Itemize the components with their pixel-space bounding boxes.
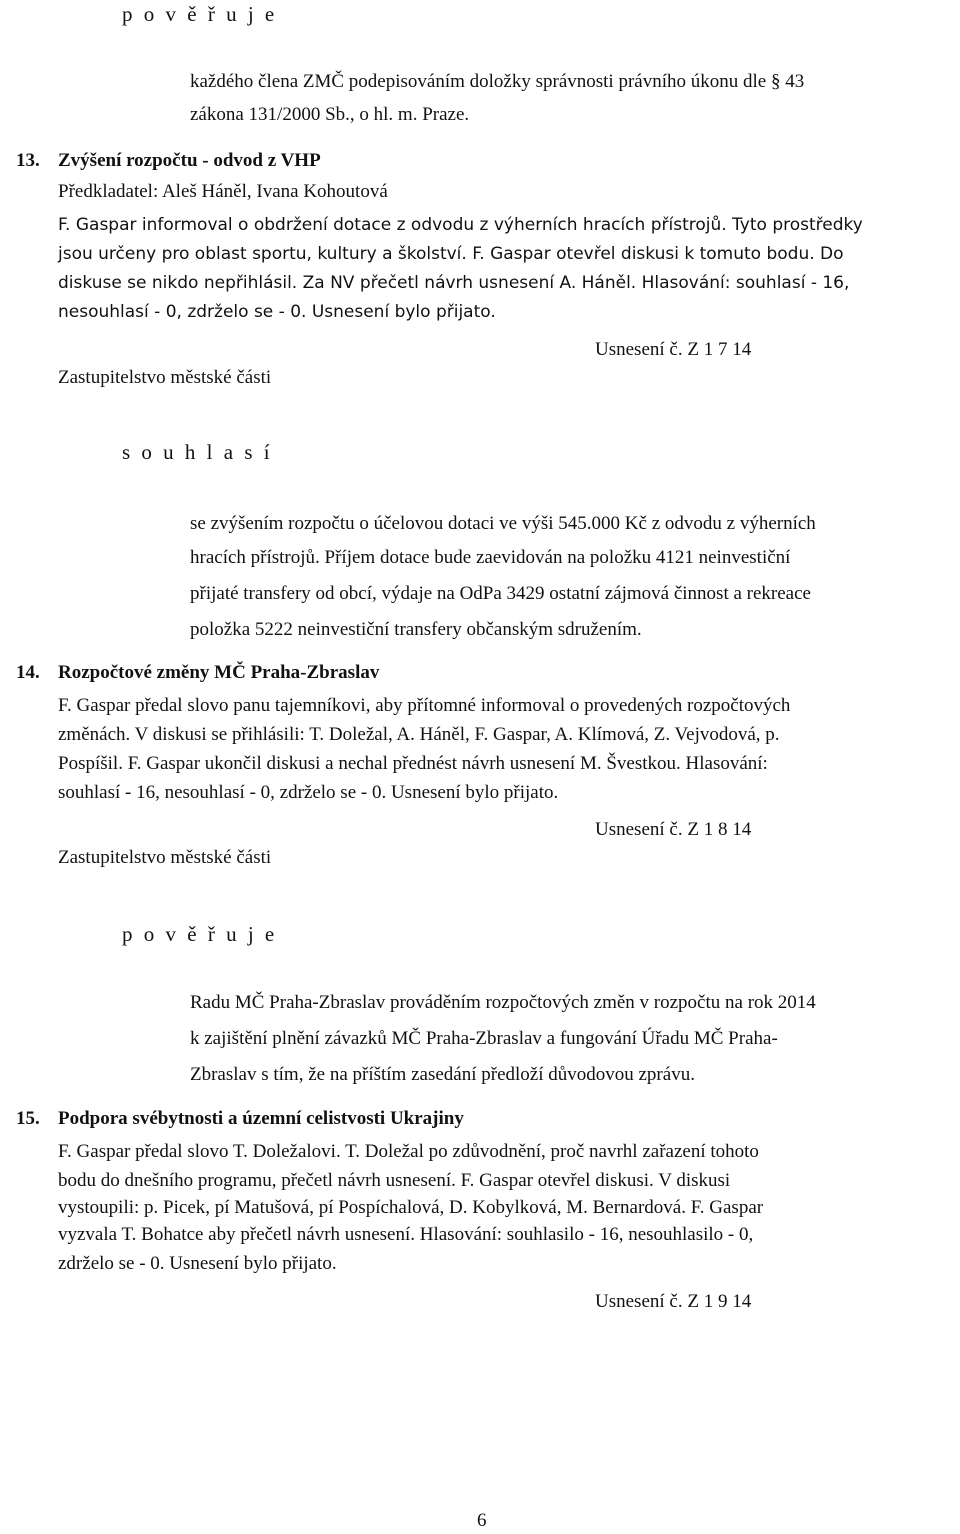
resolution-number: Usnesení č. Z 1 9 14	[595, 1291, 752, 1312]
resolution-verb-poveruje: p o v ě ř u j e	[122, 922, 278, 946]
resolution-number: Usnesení č. Z 1 8 14	[595, 819, 752, 840]
resolution-verb-souhlasi: s o u h l a s í	[122, 440, 273, 464]
paragraph-line: F. Gaspar předal slovo T. Doležalovi. T. Doležal po zdůvodnění, proč navrhl zařazení tohoto	[58, 1141, 759, 1162]
paragraph-line: Radu MČ Praha-Zbraslav prováděním rozpočtových změn v rozpočtu na rok 2014	[190, 992, 816, 1013]
paragraph-line: Pospíšil. F. Gaspar ukončil diskusi a nechal přednést návrh usnesení M. Švestkou. Hlasování:	[58, 753, 768, 774]
section-number-15: 15.	[16, 1108, 40, 1129]
section-heading-14: Rozpočtové změny MČ Praha-Zbraslav	[58, 662, 380, 683]
paragraph-line: Předkladatel: Aleš Háněl, Ivana Kohoutová	[58, 181, 388, 202]
paragraph-line: vystoupili: p. Picek, pí Matušová, pí Pospíchalová, D. Kobylková, M. Bernardová. F. Gaspar	[58, 1197, 764, 1218]
paragraph-line: zákona 131/2000 Sb., o hl. m. Praze.	[190, 104, 470, 125]
paragraph-line: souhlasí - 16, nesouhlasí - 0, zdrželo se - 0. Usnesení bylo přijato.	[58, 782, 559, 803]
paragraph-line: k zajištění plnění závazků MČ Praha-Zbraslav a fungování Úřadu MČ Praha-	[190, 1028, 778, 1049]
paragraph-line: se zvýšením rozpočtu o účelovou dotaci ve výši 545.000 Kč z odvodu z výherních	[190, 513, 816, 534]
council-label: Zastupitelstvo městské části	[58, 367, 272, 388]
paragraph-line: jsou určeny pro oblast sportu, kultury a školství. F. Gaspar otevřel diskusi k tomuto bodu. Do	[58, 244, 844, 264]
paragraph-line: zdrželo se - 0. Usnesení bylo přijato.	[58, 1253, 337, 1274]
section-number-13: 13.	[16, 150, 40, 171]
resolution-verb-poveruje: p o v ě ř u j e	[122, 2, 278, 26]
paragraph-line: F. Gaspar informoval o obdržení dotace z odvodu z výherních hracích přístrojů. Tyto prostředky	[58, 215, 863, 235]
section-heading-13: Zvýšení rozpočtu - odvod z VHP	[58, 150, 321, 171]
council-label: Zastupitelstvo městské části	[58, 847, 272, 868]
paragraph-line: nesouhlasí - 0, zdrželo se - 0. Usnesení bylo přijato.	[58, 302, 496, 322]
paragraph-line: přijaté transfery od obcí, výdaje na OdPa 3429 ostatní zájmová činnost a rekreace	[190, 583, 811, 604]
page-number: 6	[477, 1510, 487, 1531]
paragraph-line: každého člena ZMČ podepisováním doložky správnosti právního úkonu dle § 43	[190, 71, 805, 92]
paragraph-line: Zbraslav s tím, že na příštím zasedání předloží důvodovou zprávu.	[190, 1064, 695, 1085]
resolution-number: Usnesení č. Z 1 7 14	[595, 339, 752, 360]
paragraph-line: vyzvala T. Bohatce aby přečetl návrh usnesení. Hlasování: souhlasilo - 16, nesouhlasilo - 0,	[58, 1224, 754, 1245]
section-number-14: 14.	[16, 662, 40, 683]
paragraph-line: bodu do dnešního programu, přečetl návrh usnesení. F. Gaspar otevřel diskusi. V diskusi	[58, 1170, 731, 1191]
paragraph-line: změnách. V diskusi se přihlásili: T. Doležal, A. Háněl, F. Gaspar, A. Klímová, Z. Vejvodová, p.	[58, 724, 780, 745]
paragraph-line: F. Gaspar předal slovo panu tajemníkovi, aby přítomné informoval o provedených rozpočtových	[58, 695, 791, 716]
paragraph-line: hracích přístrojů. Příjem dotace bude zaevidován na položku 4121 neinvestiční	[190, 547, 791, 568]
paragraph-line: položka 5222 neinvestiční transfery občanským sdružením.	[190, 619, 642, 640]
paragraph-line: diskuse se nikdo nepřihlásil. Za NV přečetl návrh usnesení A. Háněl. Hlasování: souhlasí - 16,	[58, 273, 850, 293]
section-heading-15: Podpora svébytnosti a územní celistvosti Ukrajiny	[58, 1108, 464, 1129]
